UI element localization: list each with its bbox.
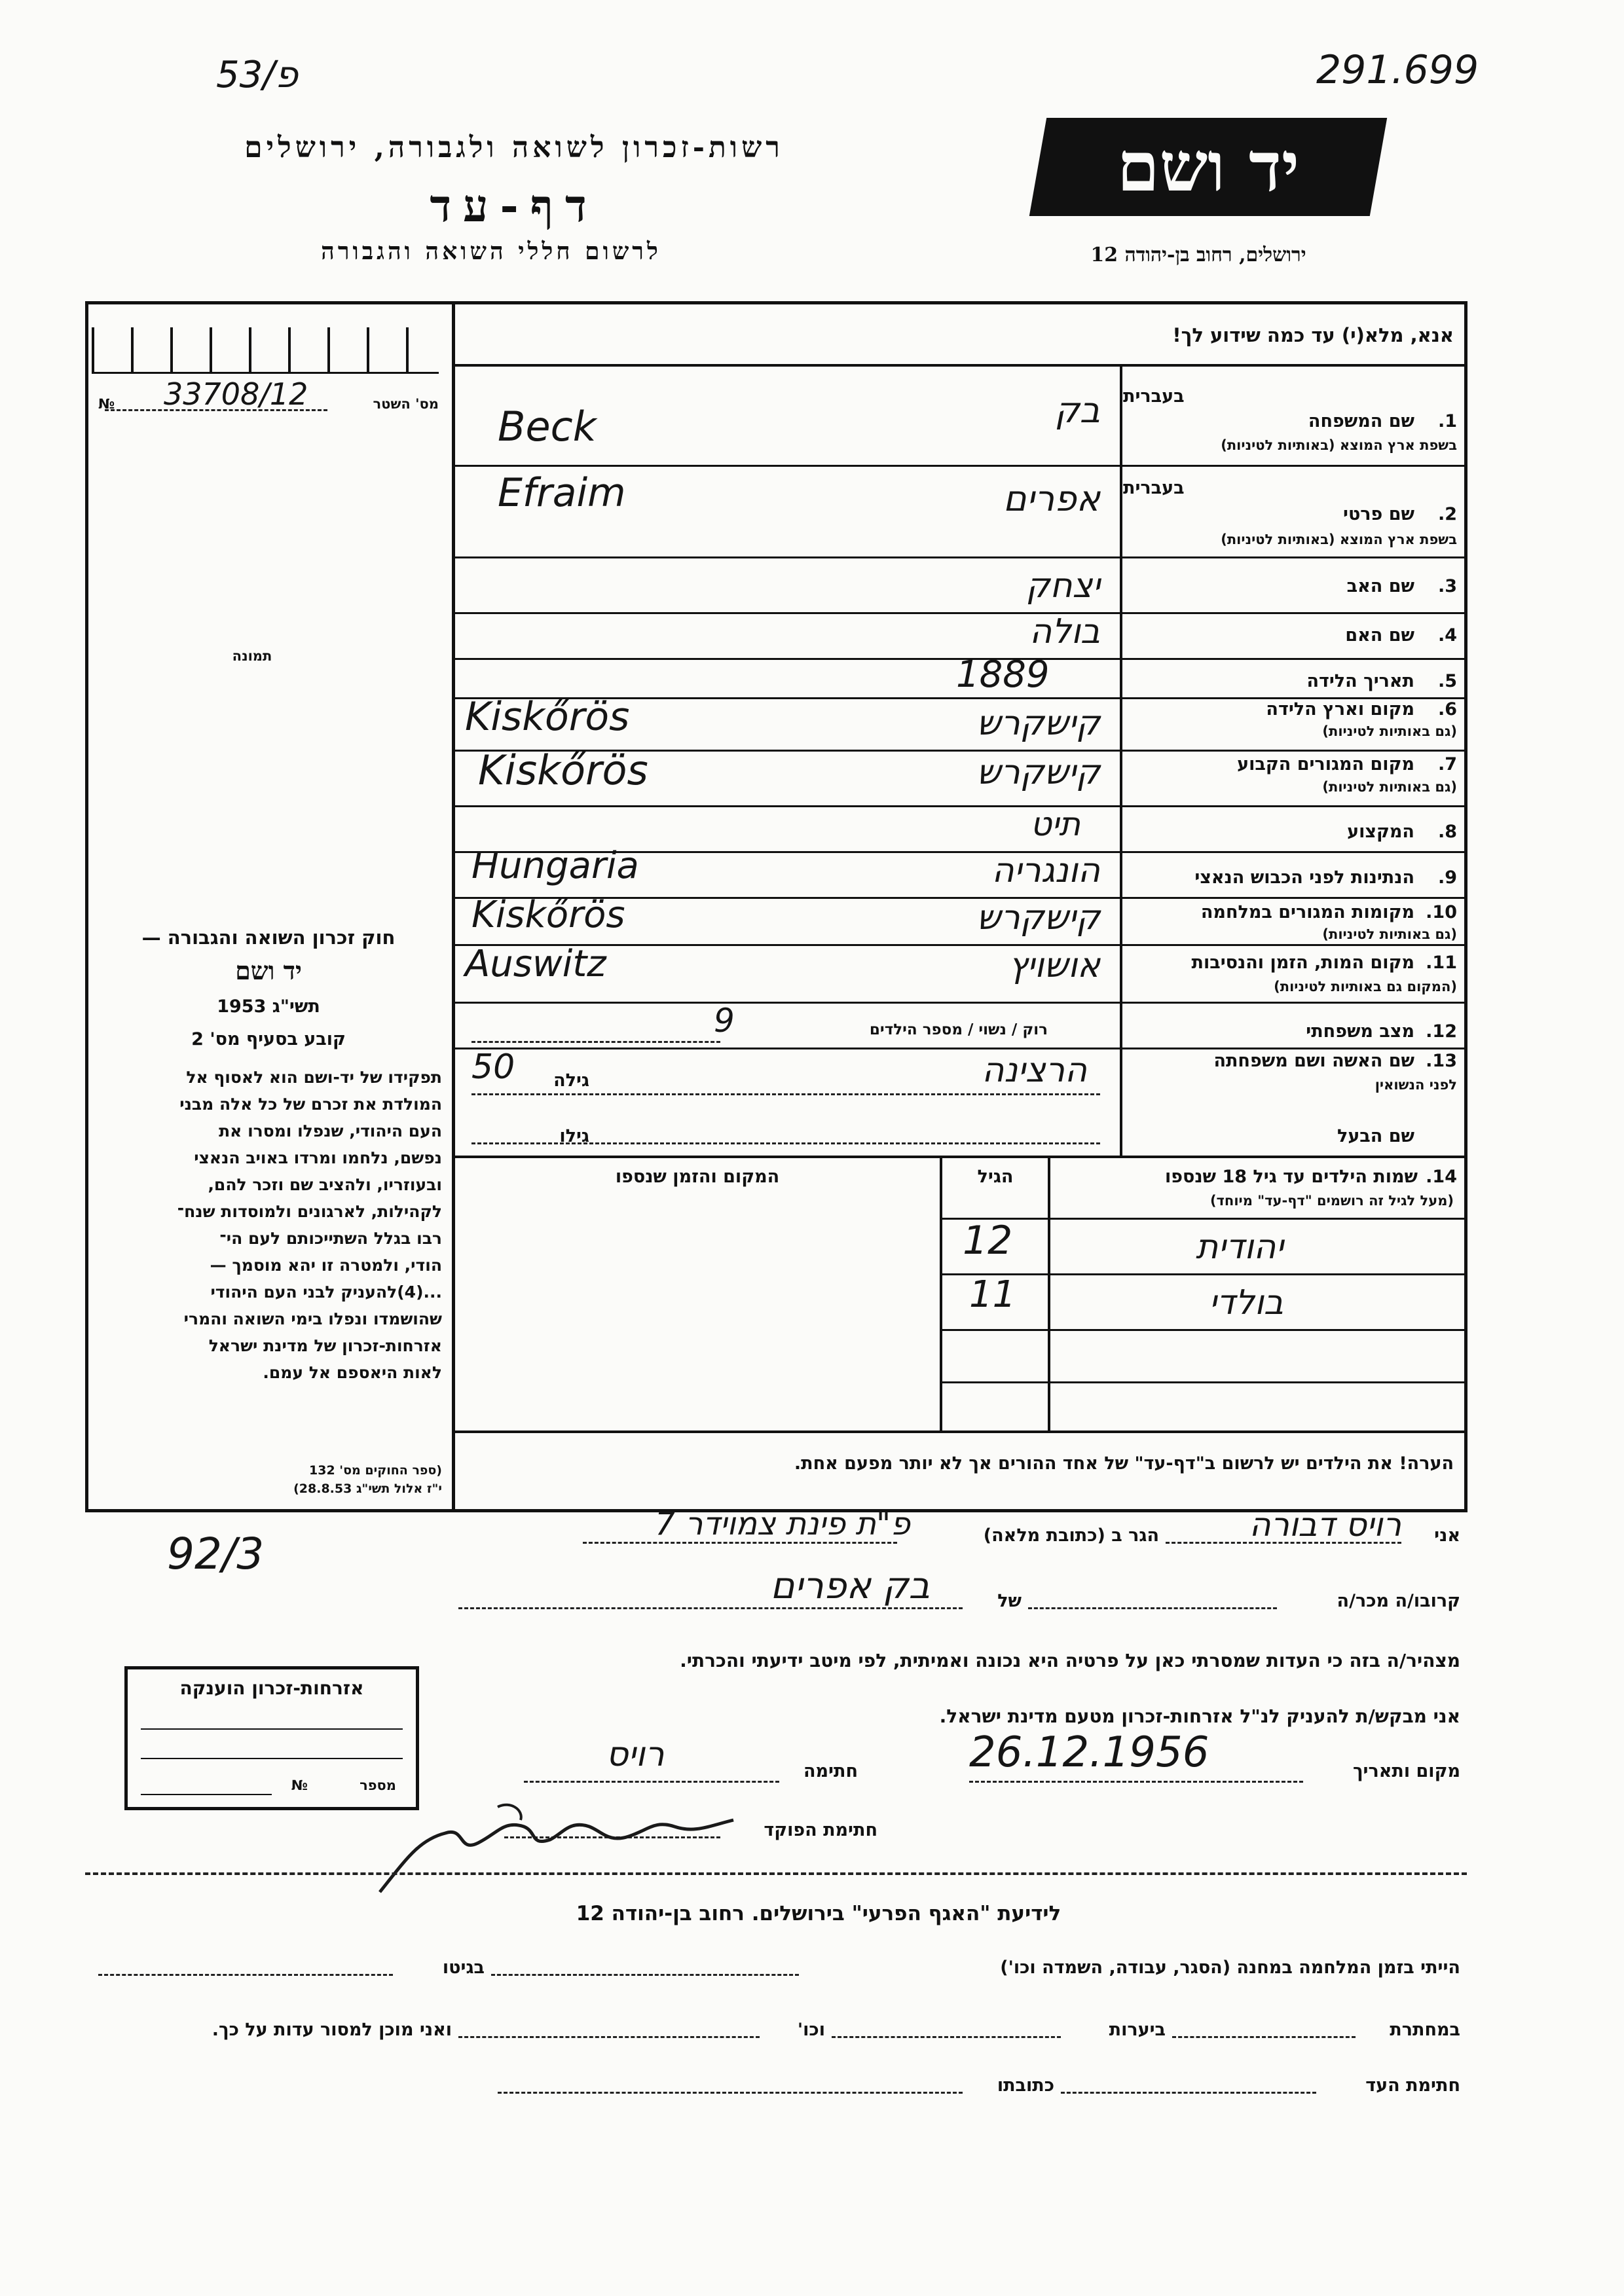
field-no: 2. [1437,504,1457,524]
children-row-line [940,1381,1467,1383]
sidebar-divider [452,301,455,1512]
footer-notice: לידיעת "האגף הפרעי" בירושלים. רחוב בן-יהודה 12 [576,1902,1061,1925]
footer-line [1061,2092,1316,2094]
residence-hebrew[interactable]: קישקרש [976,753,1100,792]
children-subtitle: (מעל לגיל זה רושמים "דף-עד" מיוחד) [1209,1193,1454,1209]
relation-label: קרובו/ה מכר/ה [1337,1591,1460,1611]
field-label: שם האם [1345,625,1414,646]
sidebar-bottom [85,1509,455,1512]
note-text: הערה! את הילדים יש לרשום ב"דף-עד" של אחד ההורים אך לא יותר מפעם אחת. [794,1453,1454,1474]
children-title: שמות הילדים עד גיל 18 שנספו [1164,1167,1418,1187]
nationality-hebrew[interactable]: הונגריה [991,851,1100,890]
declarant-resides-label: הגר ב (כתובת מלאה) [983,1525,1159,1546]
field-sublabel: בשפת ארץ המוצא (באותיות לטיניות) [1221,532,1457,547]
relation-line [1028,1607,1277,1609]
law-ref-2: י"ז אלול תשי"ג 28.8.53) [293,1482,442,1496]
officer-label: חתימת הפוקד [764,1820,877,1840]
photo-label: תמונה [232,648,272,664]
law-clause: קובע בסעיף מס' 2 [191,1029,346,1049]
field-label: מקום וארץ הלידה [1266,699,1414,720]
cert-number: 33708/12 [164,376,308,412]
profession[interactable]: תיט [1030,805,1080,843]
law-text-line: רבו בגלל השתייכותם לעם הי־ [219,1229,442,1248]
declaration-text: מצהיר/ה בזה כי העדות שמסרתי כאן על פרטיה היא נכונה ואמיתית, לפי מיטב ידיעתי והכרתי. [680,1650,1460,1671]
mother-name[interactable]: בולה [1029,612,1100,651]
law-heading: חוק זכרון השואה והגבורה — [141,926,396,949]
law-text-line: אזרחות-זכרון של מדינת ישראל [208,1336,442,1355]
wife-age-label: גילה [553,1070,589,1091]
citizenship-box [124,1666,419,1810]
date-line [969,1781,1303,1783]
field-no: 7. [1437,754,1457,774]
field-no: 13. [1426,1051,1457,1071]
footer-line [458,2036,760,2038]
field-tag: בעברית [1123,478,1185,498]
law-text-line: ...(4)להעניק לבני העם היהודי [210,1283,442,1302]
row-line [455,1156,1467,1158]
field-label: המקצוע [1347,822,1414,842]
children-count[interactable]: 9 [714,1002,735,1040]
wartime-residence-latin[interactable]: Kiskőrös [471,894,625,936]
address-line: ירושלים, רחוב בן-יהודה 12 [1090,244,1306,266]
law-text-line: תפקידו של יד-ושם הוא לאסוף אל [186,1068,442,1087]
field-no: 10. [1426,902,1457,922]
field-no: 12. [1426,1021,1457,1042]
law-text-line: ובעוזריו, ולהציב שם וזכר להם, [208,1175,442,1194]
law-text-line: לאות היאספם אל עמם. [263,1363,442,1382]
death-place-latin[interactable]: Auswitz [465,943,606,985]
footer-line [1172,2036,1356,2038]
child-age[interactable]: 12 [963,1218,1013,1264]
field-no: 4. [1437,625,1457,646]
declarant-address-line [583,1542,897,1544]
marital-line [471,1041,720,1043]
wife-name[interactable]: הרצינה [982,1051,1087,1090]
form-title: דף-עד [430,180,599,232]
citizenship-number-label: מספר [360,1777,396,1793]
cert-label: מס' השטר [373,396,439,412]
declarant-ani: אני [1434,1525,1460,1546]
form-subtitle: לרשום חללי השואה והגבורה [321,238,661,265]
field-no: 1. [1437,411,1457,431]
footer-witness-signature-label: חתימת העד [1365,2075,1460,2096]
field-sublabel: לפני הנשואין [1375,1077,1457,1093]
wife-age[interactable]: 50 [471,1048,515,1087]
citizenship-no-label: № [291,1777,308,1793]
death-place-hebrew[interactable]: אושויץ [1008,946,1100,985]
field-label: שם המשפחה [1308,411,1414,431]
declaration-date[interactable]: 26.12.1956 [969,1728,1209,1777]
field-label: מקום המות, הזמן והנסיבות [1191,953,1414,973]
footer-line [491,1974,799,1976]
label-column-divider [1120,364,1122,1156]
footer-camp-label: הייתי בזמן המלחמה במחנה (הסגר, עבודה, השמדה וכו') [1000,1958,1460,1978]
law-text-line: הודי, ולמטרה זו יהא מוסמך — [210,1256,442,1275]
row-line [455,1002,1467,1004]
footer-line [498,2092,963,2094]
deceased-name[interactable]: בק אפרים [770,1565,930,1607]
marital-status-options: רוק / נשוי / מספר הילדים [869,1021,1048,1038]
footer-underground-label: במחתרת [1390,2020,1460,2040]
row-line [455,556,1467,558]
corner-left-mark: 53/פ [216,54,299,96]
law-year: תשי"ג 1953 [217,996,320,1017]
field-label: תאריך הלידה [1306,671,1414,691]
law-text-line: המולדת את זכרם של כל אלה מבני [179,1095,442,1114]
field-sublabel: (גם באותיות לטיניות) [1322,779,1457,795]
field-label: מקומות המגורים במלחמה [1200,902,1414,922]
declarant-name[interactable]: רויס דבורה [1249,1506,1401,1544]
surname-hebrew[interactable]: בק [1054,390,1100,431]
child-age[interactable]: 11 [969,1273,1016,1316]
children-row-line [940,1273,1467,1275]
footer-address-label: כתובתו [997,2075,1054,2096]
children-bottom [455,1430,1467,1433]
law-text-line: העם היהודי, שנפלו ומסרו את [219,1121,442,1140]
law-text [95,1064,442,1386]
officer-signature [367,1781,773,1899]
corner-right-mark: 291.699 [1316,47,1479,93]
field-label: מקום המגורים הקבוע [1237,754,1414,774]
field-no: 9. [1437,867,1457,888]
field-label: מצב משפחתי [1306,1021,1414,1042]
children-row-line [940,1329,1467,1331]
children-col-divider [940,1156,942,1430]
cert-no-label: № [98,396,115,412]
nationality-latin[interactable]: Hungaria [471,845,639,887]
law-text-line: שהושמדו ונפלו בימי השואה והמרי [183,1309,442,1328]
surname-latin[interactable]: Beck [498,403,597,450]
field-no: 5. [1437,671,1457,691]
declarant-address[interactable]: פ"ת פינת צמוידר 7 [655,1506,910,1542]
law-name: יד ושם [235,956,302,985]
child-name[interactable]: יהודית [1196,1228,1283,1267]
children-age-header: הגיל [977,1167,1014,1187]
footer-separator [85,1872,1467,1875]
row-line [455,465,1467,467]
footer-ghetto-label: בגיטו [442,1958,485,1978]
frame-left [85,301,88,1512]
field-no: 8. [1437,822,1457,842]
law-ref-1: (ספר החוקים מס' 132 [309,1463,442,1478]
birthplace-hebrew[interactable]: קישקרש [976,704,1100,743]
citizenship-line [141,1794,272,1795]
wartime-residence-hebrew[interactable]: קישקרש [976,898,1100,938]
children-no: 14. [1426,1167,1457,1187]
field-label: שם פרטי [1343,504,1414,524]
row-line [455,1048,1467,1049]
law-text-line: נפשם, נלחמו ומרדו באויב הנאצי [194,1148,442,1167]
footer-line [832,2036,1061,2038]
field-label: שם האב [1346,576,1414,596]
request-text: אני מבקש/ת להעניק לנ"ל אזרחות-זכרון מטעם מדינת ישראל. [939,1705,1460,1727]
footer-etc-label: וכו' [797,2020,825,2040]
footer-forests-label: ביערות [1109,2020,1166,2040]
wife-line [471,1093,1100,1095]
field-no: 11. [1426,953,1457,973]
yad-vashem-logo [1029,118,1387,216]
children-col-divider [1048,1156,1050,1430]
cert-line [105,409,327,411]
declarant-side-note: 92/3 [167,1529,265,1579]
field-sublabel: (המקום גם באותיות לטיניות) [1274,979,1457,994]
field-sublabel: (גם באותיות לטיניות) [1322,926,1457,942]
children-place-header: המקום והזמן שנספו [615,1167,780,1187]
residence-latin[interactable]: Kiskőrös [478,746,648,794]
deceased-line [458,1607,963,1609]
firstname-latin[interactable]: Efraim [498,470,626,516]
org-line: רשות-זכרון לשואה ולגבורה, ירושלים [244,131,784,164]
field-no: 6. [1437,699,1457,720]
field-sublabel: (גם באותיות לטיניות) [1322,723,1457,739]
field-no: 3. [1437,576,1457,596]
cert-ticks [92,327,439,373]
footer-line [98,1974,393,1976]
children-header-line [940,1218,1467,1220]
birth-date[interactable]: 1889 [956,653,1050,696]
field-sublabel: בשפת ארץ המוצא (באותיות לטיניות) [1221,437,1457,453]
husband-age-label: גילו [559,1126,589,1146]
place-date-label: מקום ותאריך [1352,1761,1460,1781]
frame-top [85,301,1467,304]
of-label: של [997,1591,1022,1611]
citizenship-line [141,1728,403,1730]
father-name[interactable]: יצחק [1025,566,1100,606]
field-tag: בעברית [1123,386,1185,407]
declarant-name-line [1166,1542,1401,1544]
citizenship-line [141,1758,403,1759]
logo-text: יד ושם [1116,126,1300,207]
husband-line [471,1142,1100,1144]
law-text-line: לקהילות, לארגונים ולמוסדות שנח־ [177,1202,442,1221]
child-name[interactable]: בולדי [1209,1283,1283,1322]
intro-divider [452,364,1467,367]
declarant-signature[interactable]: רויס [606,1735,665,1774]
citizenship-title: אזרחות-זכרון הוענקה [179,1677,364,1699]
birthplace-latin[interactable]: Kiskőrös [465,694,630,740]
cert-tick-base [92,372,439,374]
intro-text: אנא, מלא(י) עד כמה שידוע לך! [1172,324,1454,346]
husband-label: שם הבעל [1337,1126,1414,1146]
field-label: הנתינות לפני הכבוש הנאצי [1194,867,1414,888]
signature-label: חתימה [803,1761,858,1781]
footer-willing-label: ואני מוכן למסור עדות על כך. [212,2020,452,2040]
field-label: שם האשה ושם משפחתה [1213,1051,1414,1071]
firstname-hebrew[interactable]: אפרים [1003,478,1100,519]
